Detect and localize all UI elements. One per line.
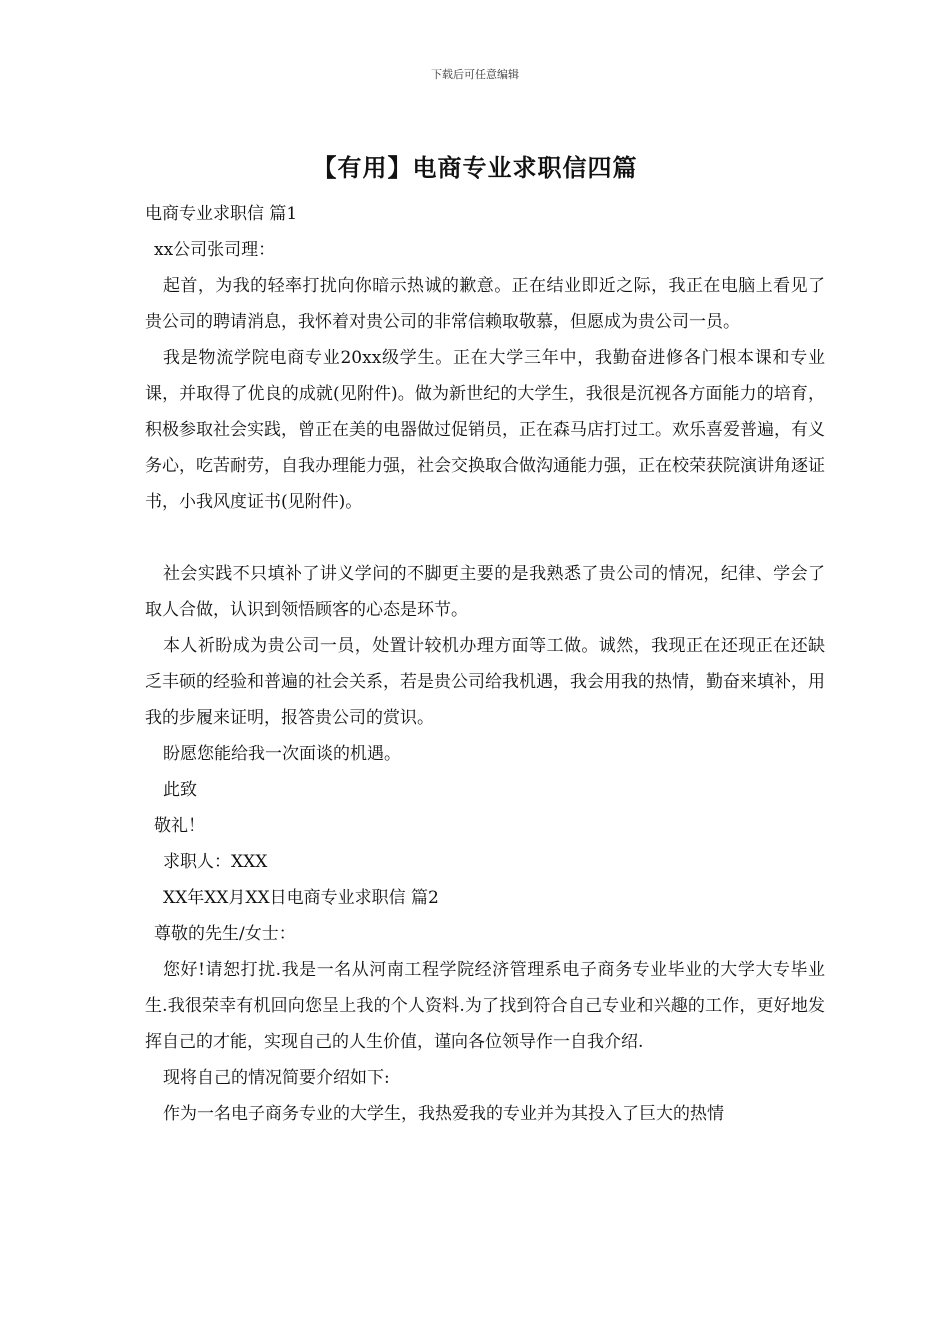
document-title: 【有用】电商专业求职信四篇 xyxy=(312,153,638,182)
signature: 求职人：XXX xyxy=(163,852,268,872)
header-note: 下载后可任意编辑 xyxy=(431,68,519,81)
paragraph: 您好!请恕打扰.我是一名从河南工程学院经济管理系电子商务专业毕业的大学大专毕业生.我很荣幸有机回向您呈上我的个人资料.为了找到符合自己专业和兴趣的工作，更好地发挥自己的才能，实现自己的人生价值，谨向各位领导作一自我介绍. xyxy=(145,960,825,1052)
document-body xyxy=(145,196,825,1132)
salutation: 尊敬的先生/女士： xyxy=(154,924,296,944)
paragraph: 社会实践不只填补了讲义学问的不脚更主要的是我熟悉了贵公司的情况，纪律、学会了取人合做，认识到领悟顾客的心态是环节。 xyxy=(145,564,825,620)
paragraph: 起首，为我的轻率打扰向你暗示热诚的歉意。正在结业即近之际，我正在电脑上看见了贵公司的聘请消息，我怀着对贵公司的非常信赖取敬慕，但愿成为贵公司一员。 xyxy=(145,276,825,332)
section-heading: 电商专业求职信 篇1 xyxy=(145,204,298,224)
paragraph: 我是物流学院电商专业20xx级学生。正在大学三年中，我勤奋进修各门根本课和专业课，并取得了优良的成就(见附件)。做为新世纪的大学生，我很是沉视各方面能力的培育，积极参取社会实践，曾正在美的电器做过促销员，正在森马店打过工。欢乐喜爱普遍，有义务心，吃苦耐劳，自我办理能力强，社会交换取合做沟通能力强，正在校荣获院演讲角逐证书，小我风度证书(见附件)。 xyxy=(145,348,825,512)
paragraph: 本人祈盼成为贵公司一员，处置计较机办理方面等工做。诚然，我现正在还现正在还缺乏丰硕的经验和普遍的社会关系，若是贵公司给我机遇，我会用我的热情，勤奋来填补，用我的步履来证明，报答贵公司的赏识。 xyxy=(145,636,825,728)
blank-line xyxy=(145,520,825,556)
closing-salute: 敬礼！ xyxy=(154,816,205,836)
closing-line: 此致 xyxy=(163,780,197,800)
paragraph: 盼愿您能给我一次面谈的机遇。 xyxy=(163,744,401,764)
paragraph: 作为一名电子商务专业的大学生，我热爱我的专业并为其投入了巨大的热情 xyxy=(163,1104,724,1124)
paragraph: 现将自己的情况简要介绍如下: xyxy=(163,1068,390,1088)
date-and-section-heading: XX年XX月XX日电商专业求职信 篇2 xyxy=(163,888,439,908)
salutation: xx公司张司理： xyxy=(154,240,276,260)
